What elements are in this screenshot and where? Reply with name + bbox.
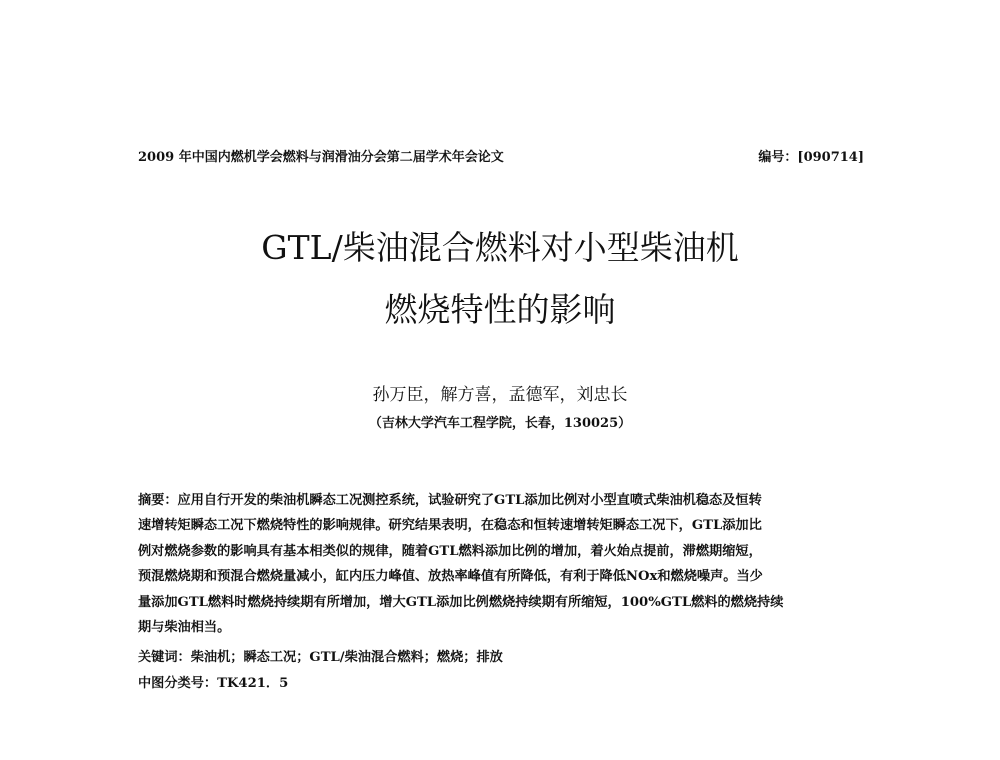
classification-number: 中图分类号：TK421．5	[138, 676, 289, 691]
abstract-line: 预混燃烧期和预混合燃烧量减小，缸内压力峰值、放热率峰值有所降低，有利于降低NOx和燃烧噪声。当少	[138, 569, 763, 585]
abstract	[138, 488, 873, 640]
keywords: 关键词：柴油机；瞬态工况；GTL/柴油混合燃料；燃烧；排放	[138, 650, 503, 665]
abstract-line: 摘要：应用自行开发的柴油机瞬态工况测控系统，试验研究了GTL添加比例对小型直喷式柴油机稳态及恒转	[138, 493, 762, 508]
abstract-line: 例对燃烧参数的影响具有基本相类似的规律，随着GTL燃料添加比例的增加，着火始点提前，滞燃期缩短，	[138, 543, 762, 559]
authors: 孙万臣，解方喜，孟德军，刘忠长	[372, 385, 628, 405]
affiliation: （吉林大学汽车工程学院，长春，130025）	[368, 416, 632, 431]
abstract-line: 期与柴油相当。	[138, 620, 231, 636]
conference-header	[138, 146, 864, 166]
abstract-line: 量添加GTL燃料时燃烧持续期有所增加，增大GTL添加比例燃烧持续期有所缩短，100%GTL燃料的燃烧持续	[138, 594, 784, 610]
paper-title-line-1: GTL/柴油混合燃料对小型柴油机	[261, 228, 739, 267]
abstract-line: 速增转矩瞬态工况下燃烧特性的影响规律。研究结果表明，在稳态和恒转速增转矩瞬态工况下，GTL添加比	[138, 518, 762, 534]
paper-number: 编号：[090714]	[758, 150, 864, 165]
conference-name: 2009 年中国内燃机学会燃料与润滑油分会第二届学术年会论文	[138, 150, 504, 165]
paper-title-line-2: 燃烧特性的影响	[384, 290, 616, 329]
